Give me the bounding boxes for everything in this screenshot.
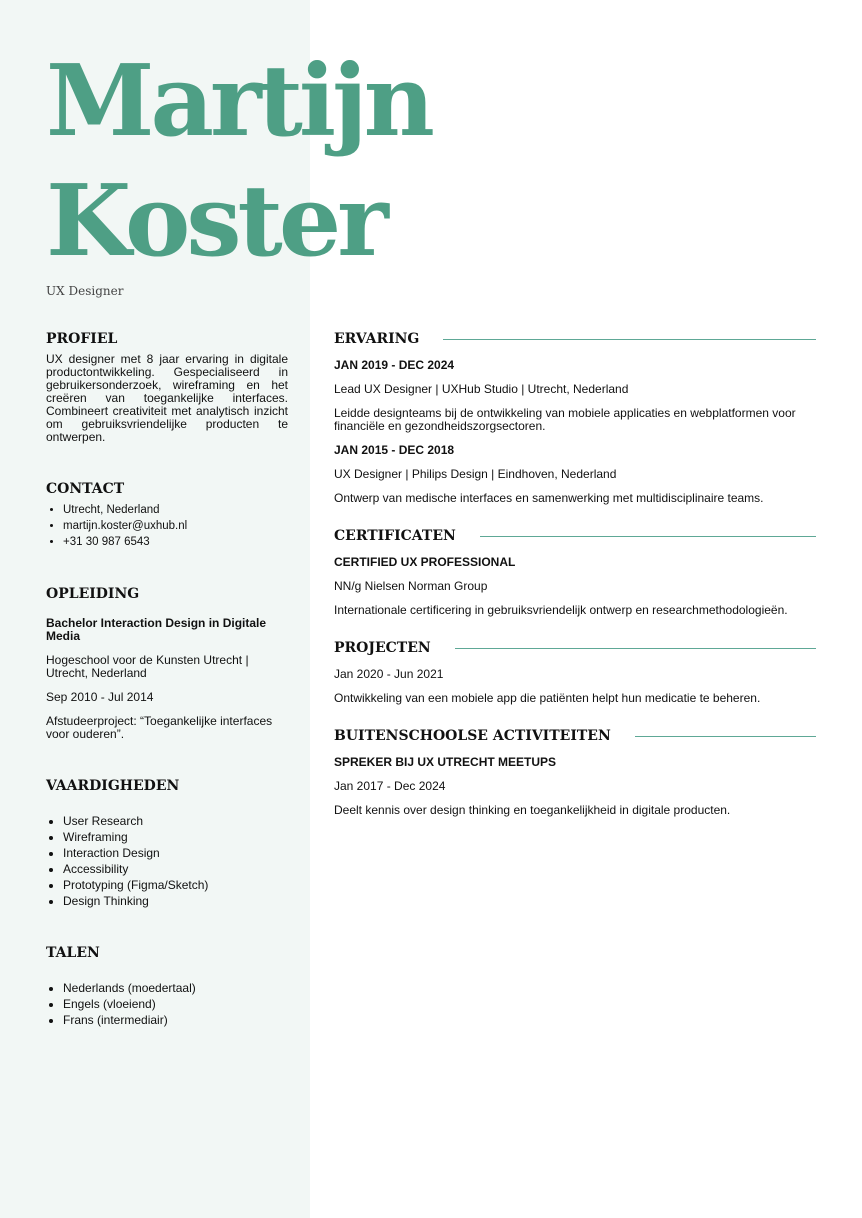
education-section (46, 585, 288, 741)
languages-list (46, 982, 288, 1027)
profile-text: UX designer met 8 jaar ervaring in digitale productontwikkeling. Gespecialiseerd in gebruikersonderzoek, wireframing en het creëren van toegankelijke interfaces. Combineert creativiteit met analytisch inzicht om gebruiksvriendelijke producten te ontwerpen. (46, 352, 288, 444)
job-role: UX Designer | Philips Design | Eindhoven, Nederland (334, 467, 617, 481)
experience-header (334, 330, 816, 348)
contact-location: • Utrecht, Nederland (63, 504, 288, 517)
skill-item: • Interaction Design (63, 847, 288, 860)
projects-header (334, 639, 816, 657)
skill-item: • Design Thinking (63, 895, 288, 908)
activity-description: Deelt kennis over design thinking en toegankelijkheid in digitale producten. (334, 803, 731, 817)
experience-heading: ERVARING (334, 331, 420, 347)
certificates-header (334, 527, 816, 545)
section-divider (443, 339, 816, 340)
contact-email: • martijn.koster@uxhub.nl (63, 520, 288, 533)
contact-section (46, 480, 288, 549)
profile-section (46, 330, 288, 444)
section-divider (480, 536, 816, 537)
job-description: Leidde designteams bij de ontwikkeling van mobiele applicaties en webplatformen voor financiële en gezondheidszorgsectoren. (334, 406, 796, 433)
job-description: Ontwerp van medische interfaces en samenwerking met multidisciplinaire teams. (334, 491, 764, 505)
first-name: Martijn (46, 44, 431, 159)
certificate-title: CERTIFIED UX PROFESSIONAL (334, 555, 516, 569)
languages-heading: TALEN (46, 945, 100, 961)
job-title: UX Designer (46, 284, 124, 298)
skill-item: • Accessibility (63, 863, 288, 876)
language-item: • Engels (vloeiend) (63, 998, 288, 1011)
projects-heading: PROJECTEN (334, 640, 431, 656)
activities-heading: BUITENSCHOOLSE ACTIVITEITEN (334, 728, 611, 744)
education-thesis: Afstudeerproject: “Toegankelijke interfaces voor ouderen”. (46, 714, 273, 741)
job-period: JAN 2015 - DEC 2018 (334, 443, 455, 457)
project-description: Ontwikkeling van een mobiele app die patiënten helpt hun medicatie te beheren. (334, 691, 761, 705)
section-divider (635, 736, 816, 737)
project-period: Jan 2020 - Jun 2021 (334, 667, 444, 681)
skills-list (46, 815, 288, 908)
last-name: Koster (46, 164, 385, 279)
languages-section (46, 944, 288, 1027)
skills-section (46, 777, 288, 908)
skill-item: • Wireframing (63, 831, 288, 844)
language-item: • Frans (intermediair) (63, 1014, 288, 1027)
contact-heading: CONTACT (46, 481, 125, 497)
projects-section (334, 639, 816, 705)
job-role: Lead UX Designer | UXHub Studio | Utrecht, Nederland (334, 382, 629, 396)
right-column (334, 330, 816, 839)
activity-title: SPREKER BIJ UX UTRECHT MEETUPS (334, 755, 557, 769)
job-period: JAN 2019 - DEC 2024 (334, 358, 455, 372)
education-degree: Bachelor Interaction Design in Digitale Media (46, 616, 267, 643)
skills-heading: VAARDIGHEDEN (46, 778, 180, 794)
education-period: Sep 2010 - Jul 2014 (46, 690, 154, 704)
profile-heading: PROFIEL (46, 331, 118, 347)
language-item: • Nederlands (moedertaal) (63, 982, 288, 995)
contact-phone: • +31 30 987 6543 (63, 536, 288, 549)
contact-list (46, 504, 288, 549)
certificate-issuer: NN/g Nielsen Norman Group (334, 579, 488, 593)
section-divider (455, 648, 816, 649)
activities-section (334, 727, 816, 817)
skill-item: • Prototyping (Figma/Sketch) (63, 879, 288, 892)
candidate-name (46, 42, 431, 282)
education-school: Hogeschool voor de Kunsten Utrecht | Utrecht, Nederland (46, 653, 249, 680)
education-heading: OPLEIDING (46, 586, 140, 602)
experience-section (334, 330, 816, 505)
activities-header (334, 727, 816, 745)
certificates-section (334, 527, 816, 617)
certificate-description: Internationale certificering in gebruiksvriendelijk ontwerp en researchmethodologieën. (334, 603, 788, 617)
certificates-heading: CERTIFICATEN (334, 528, 456, 544)
activity-period: Jan 2017 - Dec 2024 (334, 779, 446, 793)
left-column (46, 330, 288, 1063)
skill-item: • User Research (63, 815, 288, 828)
